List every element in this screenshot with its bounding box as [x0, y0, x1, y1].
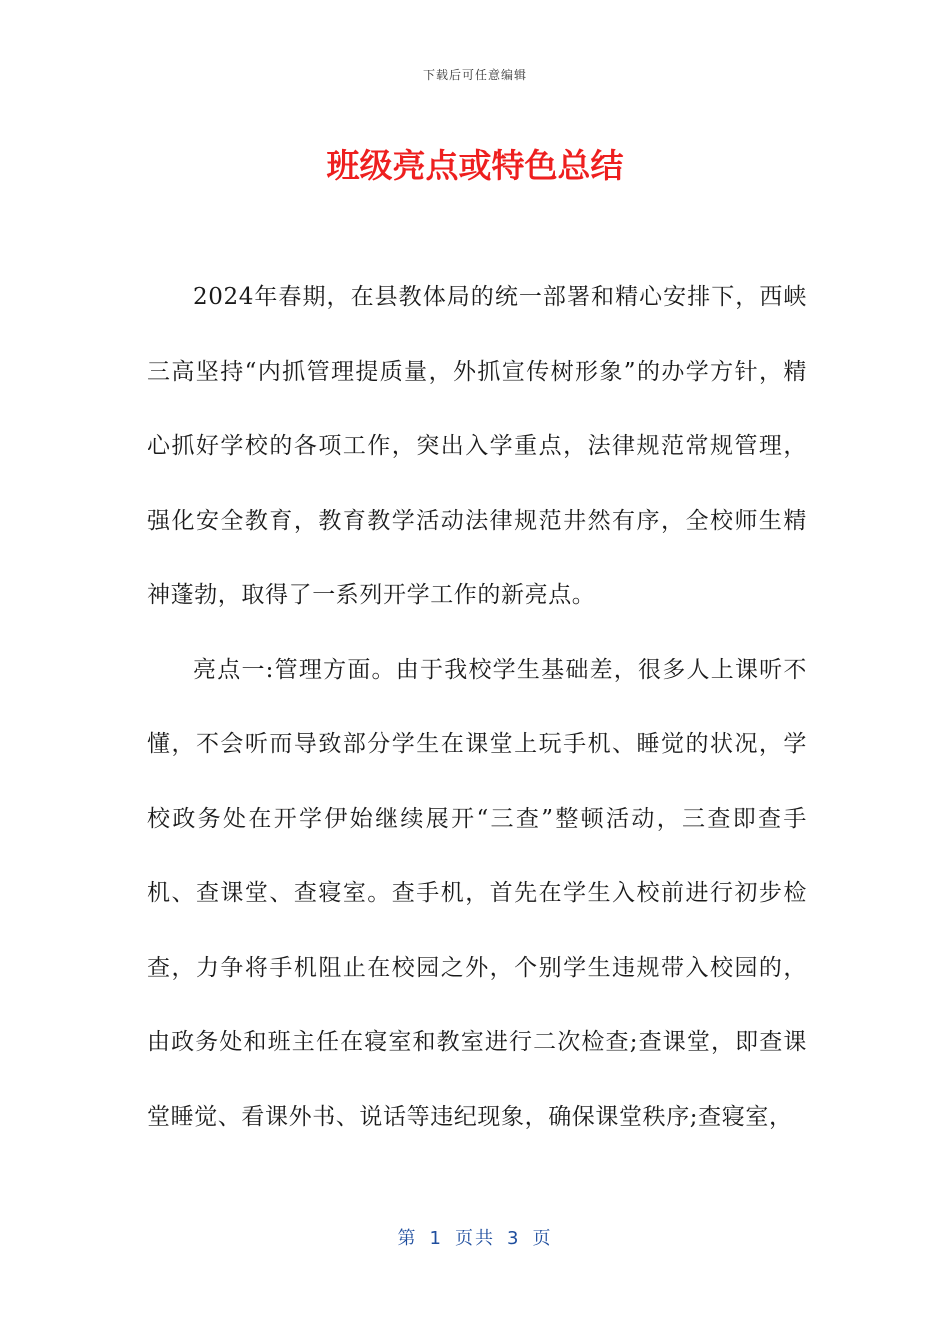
paragraph-highlight-one: 亮点一:管理方面。由于我校学生基础差，很多人上课听不懂，不会听而导致部分学生在课堂上玩手机、睡觉的状况，学校政务处在开学伊始继续展开“三查”整顿活动，三查即查手机、查课堂、查寝室。查手机，首先在学生入校前进行初步检查，力争将手机阻止在校园之外，个别学生违规带入校园的，由政务处和班主任在寝室和教室进行二次检查;查课堂，即查课堂睡觉、看课外书、说话等违纪现象，确保课堂秩序;查寝室， — [147, 656, 807, 1130]
paragraph-intro: 2024年春期，在县教体局的统一部署和精心安排下，西峡三高坚持“内抓管理提质量，外抓宣传树形象”的办学方针，精心抓好学校的各项工作，突出入学重点，法律规范常规管理，强化安全教育，教育教学活动法律规范井然有序，全校师生精神蓬勃，取得了一系列开学工作的新亮点。 — [147, 284, 807, 608]
footer-page-mid: 页共 — [455, 1228, 495, 1249]
page-header-note: 下载后可任意编辑 — [422, 68, 527, 82]
footer-current-page: 1 — [429, 1228, 443, 1249]
footer-total-pages: 3 — [507, 1228, 521, 1249]
footer-page-suffix: 页 — [532, 1228, 553, 1249]
document-title: 班级亮点或特色总结 — [326, 146, 624, 185]
footer-page-prefix: 第 — [397, 1228, 418, 1249]
document-body — [147, 260, 807, 1154]
page-footer — [0, 1224, 950, 1250]
